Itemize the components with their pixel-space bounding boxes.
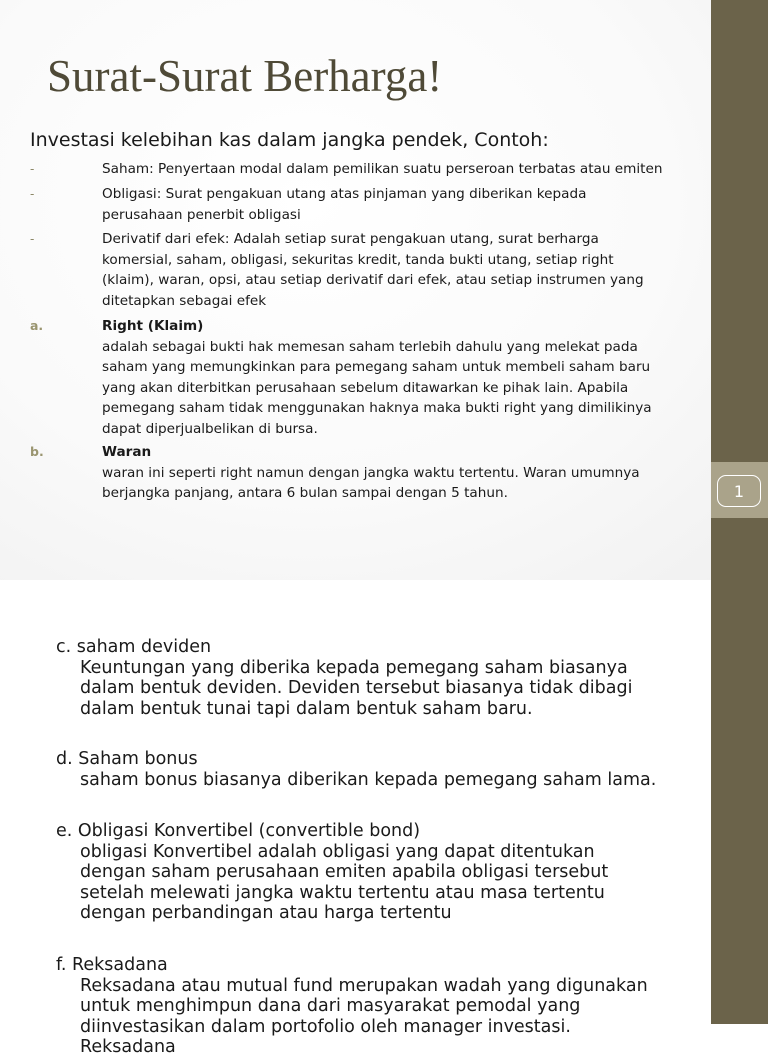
section-obligasi-konvertibel (56, 821, 666, 924)
section-heading: d. Saham bonus (56, 749, 198, 769)
slide-number: 1 (717, 475, 761, 507)
list-marker: - (30, 187, 35, 201)
section-text: obligasi Konvertibel adalah obligasi yang dapat ditentukan dengan saham perusahaan emiten apabila obligasi tersebut setelah melewati jangka waktu tertentu atau masa tertentu dengan perbandingan atau harga tertentu (80, 841, 609, 923)
list-marker: a. (30, 318, 44, 333)
section-saham-deviden (56, 637, 656, 719)
list-marker: b. (30, 444, 44, 459)
intro-text: Investasi kelebihan kas dalam jangka pendek, Contoh: (30, 129, 549, 151)
list-item-text: Saham: Penyertaan modal dalam pemilikan suatu perseroan terbatas atau emiten (102, 161, 663, 177)
section-text: Keuntungan yang diberika kepada pemegang saham biasanya dalam bentuk deviden. Deviden tersebut biasanya tidak dibagi dalam bentuk tunai tapi dalam bentuk saham baru. (80, 657, 633, 719)
list-item-text: waran ini seperti right namun dengan jangka waktu tertentu. Waran umumnya berjangka panjang, antara 6 bulan sampai dengan 5 tahun. (102, 464, 640, 501)
section-reksadana (56, 955, 666, 1058)
section-heading: f. Reksadana (56, 955, 168, 975)
list-marker: - (30, 232, 35, 246)
list-item-text: adalah sebagai bukti hak memesan saham terlebih dahulu yang melekat pada saham yang memungkinkan para pemegang saham untuk membeli saham baru yang akan diterbitkan perusahaan sebelum ditawarkan ke pihak lain. Apabila pemegang saham tidak menggunakan haknya maka bukti right yang dimilikinya dapat diperjualbelikan di bursa. (102, 338, 652, 437)
slide-title: Surat-Surat Berharga! (47, 51, 443, 101)
list-item-heading: Waran (102, 444, 152, 460)
list-marker: - (30, 162, 35, 176)
section-text: Reksadana atau mutual fund merupakan wadah yang digunakan untuk menghimpun dana dari masyarakat pemodal yang diinvestasikan dalam portofolio oleh manager investasi. Reksadana (80, 975, 648, 1057)
list-item-heading: Right (Klaim) (102, 318, 204, 334)
section-heading: e. Obligasi Konvertibel (convertible bond) (56, 821, 421, 841)
list-item-text: Derivatif dari efek: Adalah setiap surat pengakuan utang, surat berharga komersial, saham, obligasi, sekuritas kredit, tanda bukti utang, setiap right (klaim), waran, opsi, atau setiap derivatif dari efek, atau setiap instrumen yang ditetapkan sebagai efek (102, 231, 644, 309)
list-item-text: Obligasi: Surat pengakuan utang atas pinjaman yang diberikan kepada perusahaan penerbit obligasi (102, 186, 587, 223)
section-saham-bonus (56, 749, 696, 790)
section-heading: c. saham deviden (56, 637, 212, 657)
slide-2 (0, 580, 711, 1057)
section-text: saham bonus biasanya diberikan kepada pemegang saham lama. (80, 769, 657, 790)
